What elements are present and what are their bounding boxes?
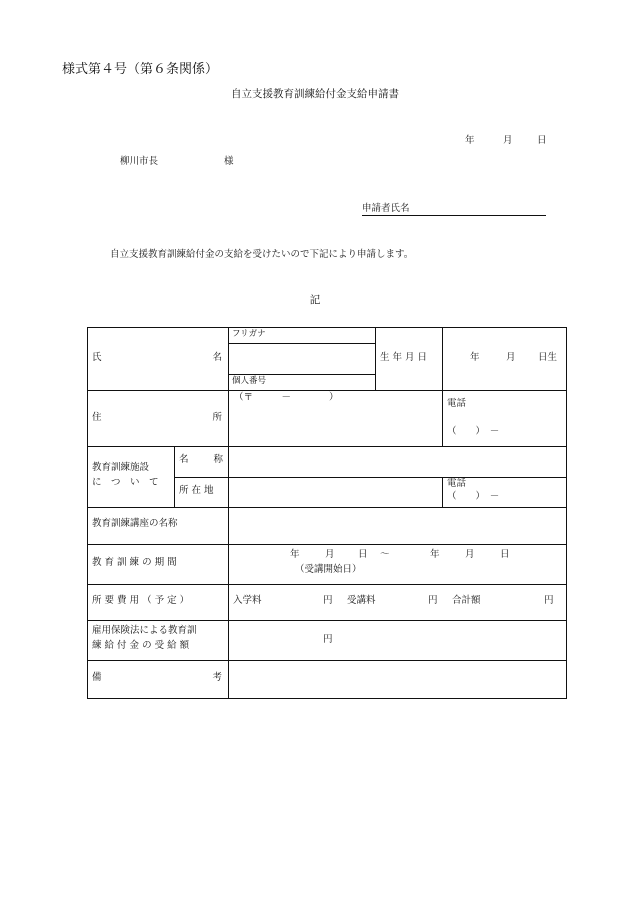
- page-title: 自立支援教育訓練給付金支給申請書: [231, 88, 399, 100]
- cost-label: 所 要 費 用 （ 予 定 ）: [92, 595, 190, 606]
- facility-phone-label: 電話: [447, 478, 467, 489]
- remarks-label-2: 考: [212, 672, 222, 683]
- facility-label-1: 教育訓練施設: [92, 462, 150, 473]
- period-start-day-label: 日: [358, 549, 368, 560]
- birthdate-label: 生 年 月 日: [380, 352, 428, 363]
- honorific: 様: [224, 156, 234, 167]
- name-label-2: 名: [212, 352, 222, 363]
- applicant-name-field[interactable]: 申請者氏名: [362, 200, 546, 216]
- name-label-1: 氏: [92, 352, 102, 363]
- facility-name-field[interactable]: [229, 447, 566, 477]
- furigana-label: フリガナ: [232, 329, 266, 339]
- facility-name-label-1: 名: [179, 454, 189, 465]
- birth-day-label: 日生: [538, 352, 558, 363]
- insurance-yen: 円: [323, 634, 333, 645]
- period-end-month-label: 月: [465, 549, 475, 560]
- period-start-year-label: 年: [290, 549, 300, 560]
- facility-label-2: に つ い て: [92, 477, 159, 488]
- addressee: 柳川市長: [120, 156, 159, 167]
- postal-code-field[interactable]: （〒 － ）: [234, 392, 339, 403]
- intro-text: 自立支援教育訓練給付金の支給を受けたいので下記により申請します。: [110, 249, 414, 260]
- my-number-label: 個人番号: [232, 376, 267, 386]
- insurance-label-2: 練 給 付 金 の 受 給 額: [92, 640, 190, 651]
- date-day-label: 日: [537, 135, 547, 146]
- phone-field[interactable]: （ ） －: [447, 426, 500, 437]
- date-month-label: 月: [503, 135, 513, 146]
- date-year-label: 年: [465, 135, 475, 146]
- address-label-2: 所: [212, 412, 222, 423]
- period-tilde: ～: [380, 549, 390, 560]
- birth-year-label: 年: [470, 352, 480, 363]
- insurance-label-1: 雇用保険法による教育訓: [92, 625, 197, 636]
- remarks-label-1: 備: [92, 672, 102, 683]
- total-label: 合計額: [452, 595, 481, 606]
- period-end-day-label: 日: [500, 549, 510, 560]
- facility-location-label: 所 在 地: [179, 485, 214, 496]
- course-name-field[interactable]: [229, 508, 566, 544]
- remarks-field[interactable]: [229, 661, 566, 698]
- phone-label: 電話: [447, 398, 467, 409]
- total-yen: 円: [544, 595, 554, 606]
- course-name-label: 教育訓練講座の名称: [92, 518, 178, 529]
- facility-name-label-2: 称: [213, 454, 223, 465]
- facility-phone-field[interactable]: （ ） －: [447, 491, 500, 502]
- address-label-1: 住: [92, 412, 102, 423]
- ki-heading: 記: [309, 294, 321, 306]
- facility-location-field[interactable]: [229, 478, 442, 507]
- tuition-fee-yen: 円: [428, 595, 438, 606]
- period-start-note: （受講開始日）: [295, 564, 362, 575]
- birth-month-label: 月: [506, 352, 516, 363]
- name-field[interactable]: [229, 344, 375, 374]
- period-end-year-label: 年: [430, 549, 440, 560]
- period-start-month-label: 月: [325, 549, 335, 560]
- training-period-label: 教 育 訓 練 の 期 間: [92, 557, 177, 568]
- tuition-fee-label: 受講料: [347, 595, 376, 606]
- entrance-fee-label: 入学料: [233, 595, 262, 606]
- entrance-fee-yen: 円: [323, 595, 333, 606]
- form-number: 様式第４号（第６条関係）: [62, 62, 219, 77]
